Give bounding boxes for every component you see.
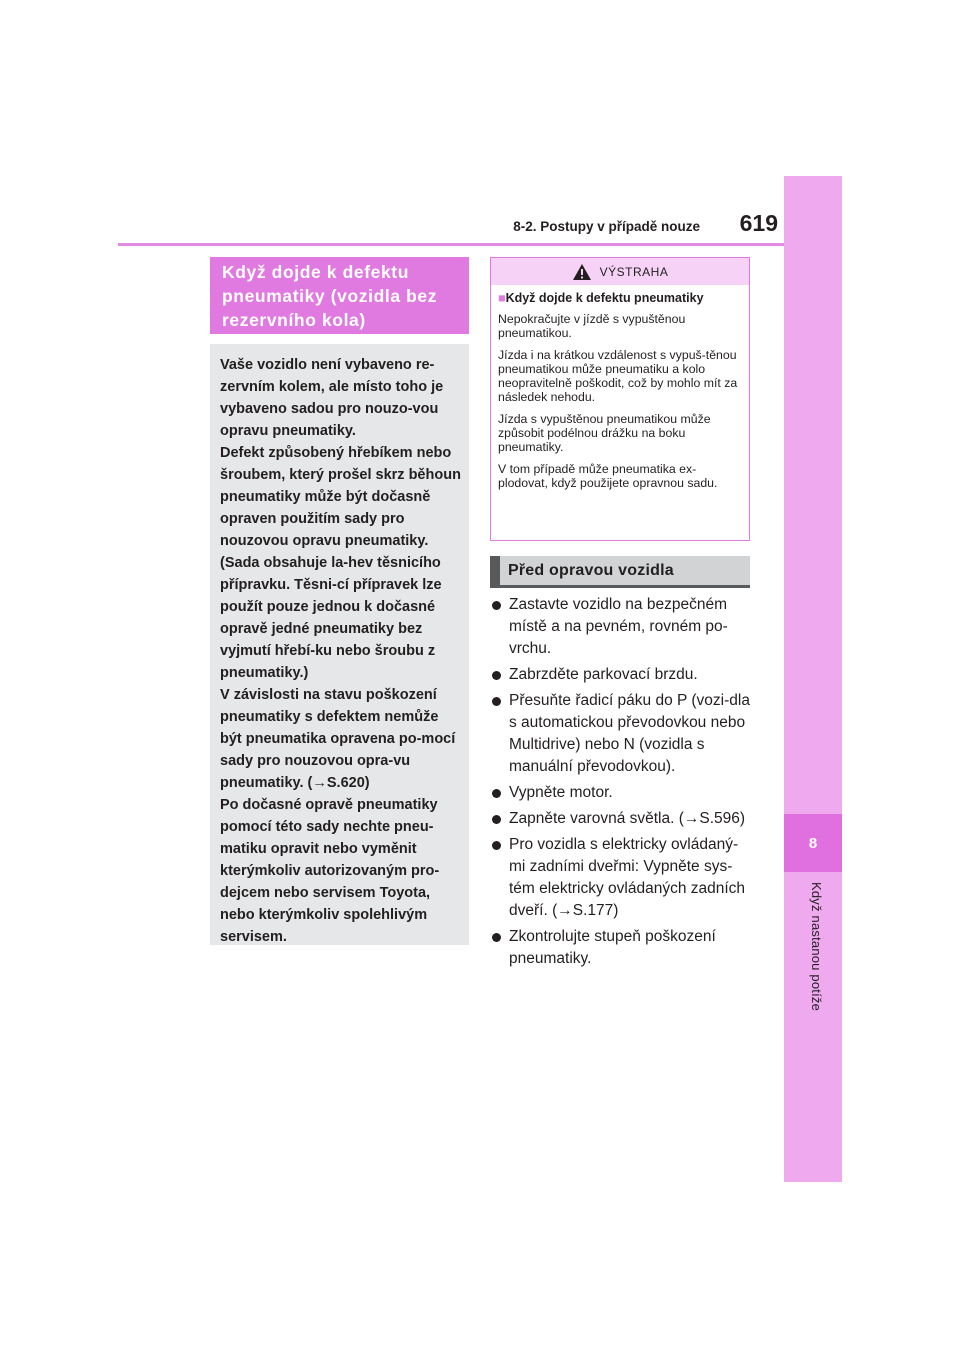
topic-heading: Když dojde k defektu pneumatiky (vozidla bez rezervního kola) bbox=[222, 262, 438, 330]
bullet-icon bbox=[492, 601, 501, 610]
warning-paragraph: Jízda s vypuštěnou pneumatikou může způsobit podélnou drážku na boku pneumatiky. bbox=[498, 412, 711, 454]
bullet-icon bbox=[492, 841, 501, 850]
intro-paragraph: V závislosti na stavu poškození pneumatiky s defektem nemůže být pneumatika opravena po-mocí sady pro nouzovou opra-vu pneumatiky. (→S.620) bbox=[220, 687, 456, 791]
intro-paragraph: Vaše vozidlo není vybaveno re-zervním kolem, ale místo toho je vybaveno sadou pro nouzo-vou opravu pneumatiky. bbox=[220, 357, 444, 439]
list-item bbox=[490, 594, 752, 660]
list-item bbox=[490, 782, 752, 804]
intro-box bbox=[210, 344, 469, 945]
bullet-icon bbox=[492, 671, 501, 680]
list-item-text: Pro vozidla s elektricky ovládaný-mi zadními dveřmi: Vypněte sys-tém elektricky ovládaných zadních dveří. (→S.177) bbox=[509, 836, 746, 919]
square-bullet-icon: ■ bbox=[498, 291, 506, 305]
steps-list bbox=[490, 594, 752, 974]
bullet-icon bbox=[492, 789, 501, 798]
warning-paragraph: Jízda i na krátkou vzdálenost s vypuš-těnou pneumatikou může pneumatiku a kolo neopravitelně poškodit, což by mohlo mít za následek nehodu. bbox=[498, 348, 738, 404]
list-item-text: Vypněte motor. bbox=[509, 784, 613, 801]
warning-header bbox=[491, 258, 749, 285]
list-item bbox=[490, 808, 752, 830]
list-item bbox=[490, 926, 752, 970]
warning-paragraph: Nepokračujte v jízdě s vypuštěnou pneumatikou. bbox=[498, 312, 686, 340]
warning-label: VÝSTRAHA bbox=[599, 264, 669, 279]
bullet-icon bbox=[492, 697, 501, 706]
section-heading: Před opravou vozidla bbox=[490, 556, 750, 588]
warning-subheading: Když dojde k defektu pneumatiky bbox=[505, 291, 704, 305]
list-item-text: Přesuňte řadicí páku do P (vozi-dla s automatickou převodovkou nebo Multidrive) nebo N (vozidla s manuální převodovkou). bbox=[509, 692, 750, 775]
chapter-number: 8 bbox=[784, 814, 842, 872]
intro-paragraph: Po dočasné opravě pneumatiky pomocí této sady nechte pneu-matiku opravit nebo vyměnit kterýmkoliv autorizovaným pro-dejcem nebo servisem Toyota, nebo kterýmkoliv spolehlivým servisem. bbox=[220, 797, 440, 945]
list-item bbox=[490, 690, 752, 778]
bullet-icon bbox=[492, 933, 501, 942]
list-item-text: Zkontrolujte stupeň poškození pneumatiky. bbox=[509, 928, 716, 967]
topic-heading-box bbox=[210, 257, 469, 334]
section-title: 8-2. Postupy v případě nouze bbox=[513, 219, 700, 234]
header-rule bbox=[118, 243, 784, 246]
warning-box bbox=[490, 257, 750, 541]
bullet-icon bbox=[492, 815, 501, 824]
list-item bbox=[490, 664, 752, 686]
warning-paragraph: V tom případě může pneumatika ex-plodovat, když použijete opravnou sadu. bbox=[498, 462, 718, 490]
warning-subheading-row bbox=[498, 291, 743, 305]
intro-paragraph: Defekt způsobený hřebíkem nebo šroubem, který prošel skrz běhoun pneumatiky může být dočasně opraven použitím sady pro nouzovou opravu pneumatiky. (Sada obsahuje la-hev těsnicího přípravku. Těsni-cí přípravek lze použít pouze jednou k dočasné opravě jedné pneumatiky bez vyjmutí hřebí-ku nebo šroubu z pneumatiky.) bbox=[220, 445, 461, 681]
list-item-text: Zastavte vozidlo na bezpečném místě a na pevném, rovném po-vrchu. bbox=[509, 596, 728, 657]
chapter-title: Když nastanou potíže bbox=[809, 882, 824, 1012]
warning-triangle-icon bbox=[572, 263, 592, 281]
list-item-text: Zapněte varovná světla. (→S.596) bbox=[509, 810, 746, 827]
list-item bbox=[490, 834, 752, 922]
list-item-text: Zabrzděte parkovací brzdu. bbox=[509, 666, 698, 683]
page-number: 619 bbox=[739, 210, 778, 236]
